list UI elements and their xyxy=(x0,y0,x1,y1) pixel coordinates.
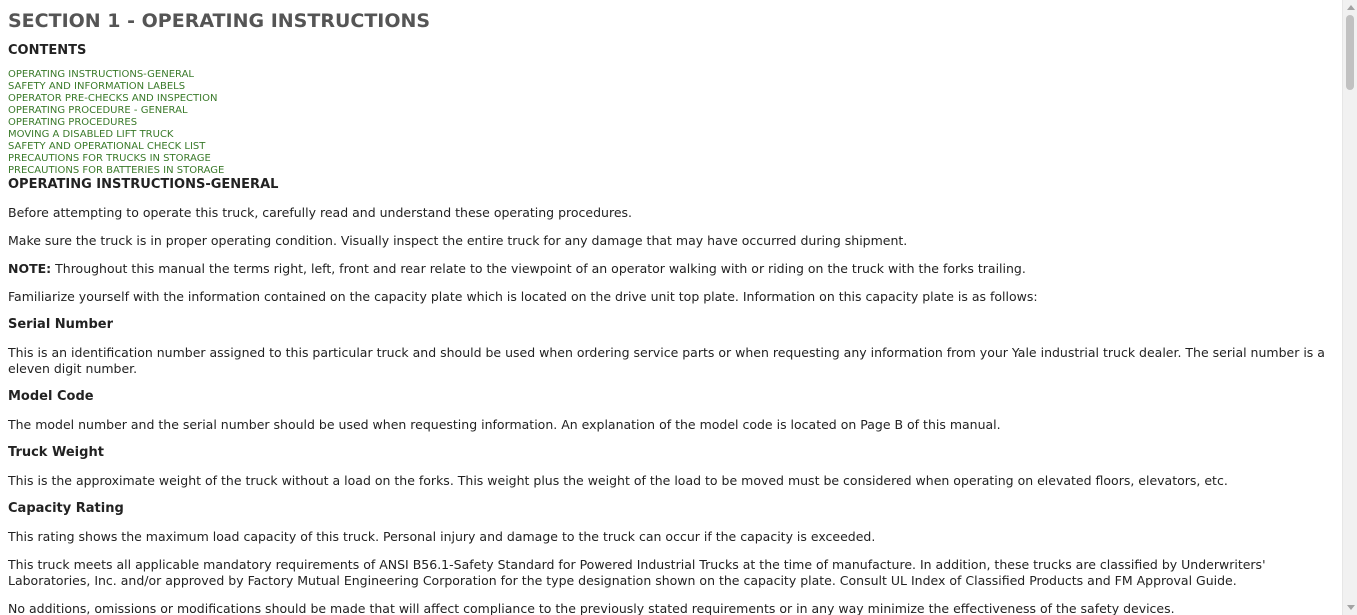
note-paragraph xyxy=(8,261,1336,277)
scrollbar-thumb[interactable] xyxy=(1346,15,1354,90)
table-of-contents xyxy=(8,69,1336,177)
toc-link-batteries-in-storage[interactable]: PRECAUTIONS FOR BATTERIES IN STORAGE xyxy=(8,165,225,176)
section-heading-serial-number: Serial Number xyxy=(8,317,114,332)
toc-item[interactable] xyxy=(8,165,1336,177)
toc-link-safety-check-list[interactable]: SAFETY AND OPERATIONAL CHECK LIST xyxy=(8,141,206,152)
toc-item[interactable] xyxy=(8,117,1336,129)
note-label: NOTE: xyxy=(8,261,52,276)
arrow-up-icon xyxy=(1347,5,1355,10)
section-heading-model-code: Model Code xyxy=(8,389,94,404)
document-content xyxy=(8,0,1336,615)
vertical-scrollbar[interactable] xyxy=(1342,0,1357,615)
page-title: SECTION 1 - OPERATING INSTRUCTIONS xyxy=(8,10,431,32)
toc-item[interactable] xyxy=(8,81,1336,93)
toc-item[interactable] xyxy=(8,141,1336,153)
toc-item[interactable] xyxy=(8,69,1336,81)
contents-heading: CONTENTS xyxy=(8,43,87,58)
note-text: Throughout this manual the terms right, left, front and rear relate to the viewpoint of an operator walking with or riding on the truck with the forks trailing. xyxy=(51,261,1026,276)
toc-link-operating-procedure-general[interactable]: OPERATING PROCEDURE - GENERAL xyxy=(8,105,188,116)
toc-link-operating-instructions-general[interactable]: OPERATING INSTRUCTIONS-GENERAL xyxy=(8,69,194,80)
toc-item[interactable] xyxy=(8,93,1336,105)
toc-link-trucks-in-storage[interactable]: PRECAUTIONS FOR TRUCKS IN STORAGE xyxy=(8,153,211,164)
toc-link-moving-disabled-truck[interactable]: MOVING A DISABLED LIFT TRUCK xyxy=(8,129,174,140)
paragraph: This truck meets all applicable mandatory requirements of ANSI B56.1-Safety Standard for Powered Industrial Trucks at the time of manufacture. In addition, these trucks are classified by Underwriters' Laboratories, Inc. and/or approved by Factory Mutual Engineering Corporation for the type designation shown on the capacity plate. Consult UL Index of Classified Products and FM Approval Guide. xyxy=(8,557,1266,588)
toc-item[interactable] xyxy=(8,153,1336,165)
paragraph: The model number and the serial number should be used when requesting information. An explanation of the model code is located on Page B of this manual. xyxy=(8,417,1001,432)
toc-link-operator-prechecks[interactable]: OPERATOR PRE-CHECKS AND INSPECTION xyxy=(8,93,218,104)
paragraph: This rating shows the maximum load capacity of this truck. Personal injury and damage to the truck can occur if the capacity is exceeded. xyxy=(8,529,876,544)
paragraph: Make sure the truck is in proper operating condition. Visually inspect the entire truck for any damage that may have occurred during shipment. xyxy=(8,233,908,248)
toc-link-operating-procedures[interactable]: OPERATING PROCEDURES xyxy=(8,117,138,128)
scroll-up-button[interactable] xyxy=(1343,0,1357,15)
paragraph: Before attempting to operate this truck, carefully read and understand these operating procedures. xyxy=(8,205,632,220)
section-heading-general: OPERATING INSTRUCTIONS-GENERAL xyxy=(8,177,279,192)
arrow-down-icon xyxy=(1347,605,1355,610)
paragraph: This is an identification number assigned to this particular truck and should be used when ordering service parts or when requesting any information from your Yale industrial truck dealer. The serial number is a eleven digit number. xyxy=(8,345,1325,376)
paragraph: Familiarize yourself with the information contained on the capacity plate which is located on the drive unit top plate. Information on this capacity plate is as follows: xyxy=(8,289,1038,304)
scroll-down-button[interactable] xyxy=(1343,600,1357,615)
toc-item[interactable] xyxy=(8,129,1336,141)
section-heading-capacity-rating: Capacity Rating xyxy=(8,501,124,516)
section-heading-truck-weight: Truck Weight xyxy=(8,445,104,460)
toc-item[interactable] xyxy=(8,105,1336,117)
paragraph: This is the approximate weight of the truck without a load on the forks. This weight plus the weight of the load to be moved must be considered when operating on elevated floors, elevators, etc. xyxy=(8,473,1228,488)
paragraph: No additions, omissions or modifications should be made that will affect compliance to the previously stated requirements or in any way minimize the effectiveness of the safety devices. xyxy=(8,601,1175,615)
toc-link-safety-labels[interactable]: SAFETY AND INFORMATION LABELS xyxy=(8,81,186,92)
